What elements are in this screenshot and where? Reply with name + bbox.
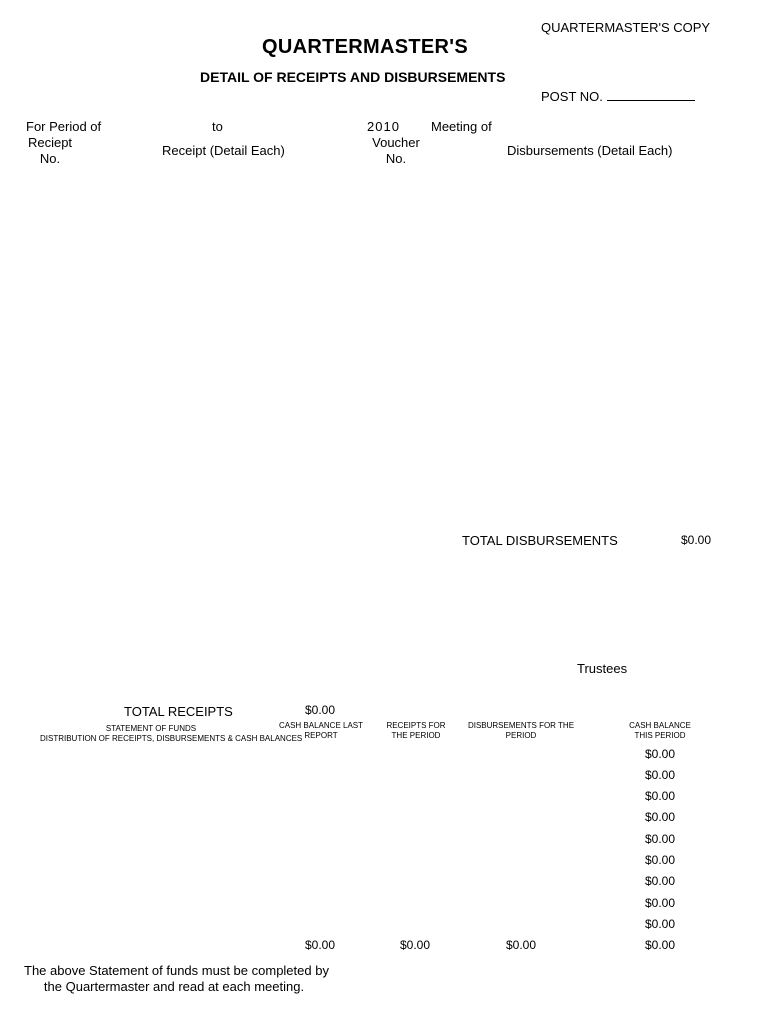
receipt-no-header-line1: Reciept: [27, 135, 73, 150]
cash-balance-this-header-line1: CASH BALANCE: [629, 721, 691, 730]
balance-row: $0.00: [645, 853, 676, 867]
total-disbursements-value: $0.00: [681, 533, 712, 547]
balance-row: $0.00: [645, 768, 676, 782]
balance-row: $0.00: [645, 747, 676, 761]
footer-note-line2: the Quartermaster and read at each meeting.: [43, 979, 305, 994]
disbursement-detail-header: Disbursements (Detail Each): [507, 143, 673, 158]
balance-row: $0.00: [645, 874, 676, 888]
balance-row: $0.00: [645, 810, 676, 824]
total-disbursements-label: TOTAL DISBURSEMENTS: [462, 533, 618, 548]
cash-balance-this-header-line2: THIS PERIOD: [634, 731, 686, 740]
total-disbursements-for-period: $0.00: [506, 938, 537, 952]
statement-title: [40, 724, 303, 744]
cash-balance-last-header-line2: REPORT: [304, 731, 338, 740]
voucher-no-header: [368, 135, 424, 167]
balance-row: $0.00: [645, 789, 676, 803]
copy-label: QUARTERMASTER'S COPY: [541, 20, 711, 35]
voucher-no-header-line2: No.: [385, 151, 407, 166]
footer-note-line1: The above Statement of funds must be completed by: [24, 963, 329, 978]
disbursements-for-period-header: [466, 721, 576, 741]
balance-row: $0.00: [645, 917, 676, 931]
receipt-detail-header: Receipt (Detail Each): [162, 143, 285, 158]
cash-balance-this-header: [620, 721, 700, 741]
post-number-blank: [607, 89, 695, 101]
total-cash-balance-this: $0.00: [645, 938, 676, 952]
post-number-field: [541, 89, 695, 104]
statement-title-line2: DISTRIBUTION OF RECEIPTS, DISBURSEMENTS & CASH BALANCES: [40, 734, 303, 743]
total-cash-balance-last: $0.00: [305, 938, 336, 952]
receipts-for-period-header: [376, 721, 456, 741]
cash-balance-last-header: [276, 721, 366, 741]
total-receipts-label: TOTAL RECEIPTS: [124, 704, 233, 719]
receipts-for-period-header-line2: THE PERIOD: [391, 731, 441, 740]
disbursements-for-period-header-line1: DISBURSEMENTS FOR THE: [467, 721, 575, 730]
for-period-label: For Period of: [26, 119, 102, 134]
post-number-label: POST NO.: [541, 89, 603, 104]
total-receipts-value: $0.00: [305, 703, 336, 717]
page-title: QUARTERMASTER'S: [262, 36, 468, 58]
statement-title-line1: STATEMENT OF FUNDS: [105, 724, 197, 733]
balance-row: $0.00: [645, 832, 676, 846]
receipts-for-period-header-line1: RECEIPTS FOR: [386, 721, 446, 730]
meeting-of-label: Meeting of: [431, 119, 492, 134]
disbursements-for-period-header-line2: PERIOD: [505, 731, 537, 740]
total-receipts-for-period: $0.00: [400, 938, 431, 952]
to-label: to: [212, 119, 223, 134]
footer-note: [24, 963, 329, 995]
balance-row: $0.00: [645, 896, 676, 910]
receipt-no-header-line2: No.: [39, 151, 61, 166]
receipt-no-header: [22, 135, 78, 167]
page-subtitle: DETAIL OF RECEIPTS AND DISBURSEMENTS: [200, 69, 506, 85]
year-label: 2010: [367, 119, 400, 134]
trustees-label: Trustees: [577, 661, 628, 676]
cash-balance-last-header-line1: CASH BALANCE LAST: [278, 721, 364, 730]
voucher-no-header-line1: Voucher: [372, 135, 420, 150]
